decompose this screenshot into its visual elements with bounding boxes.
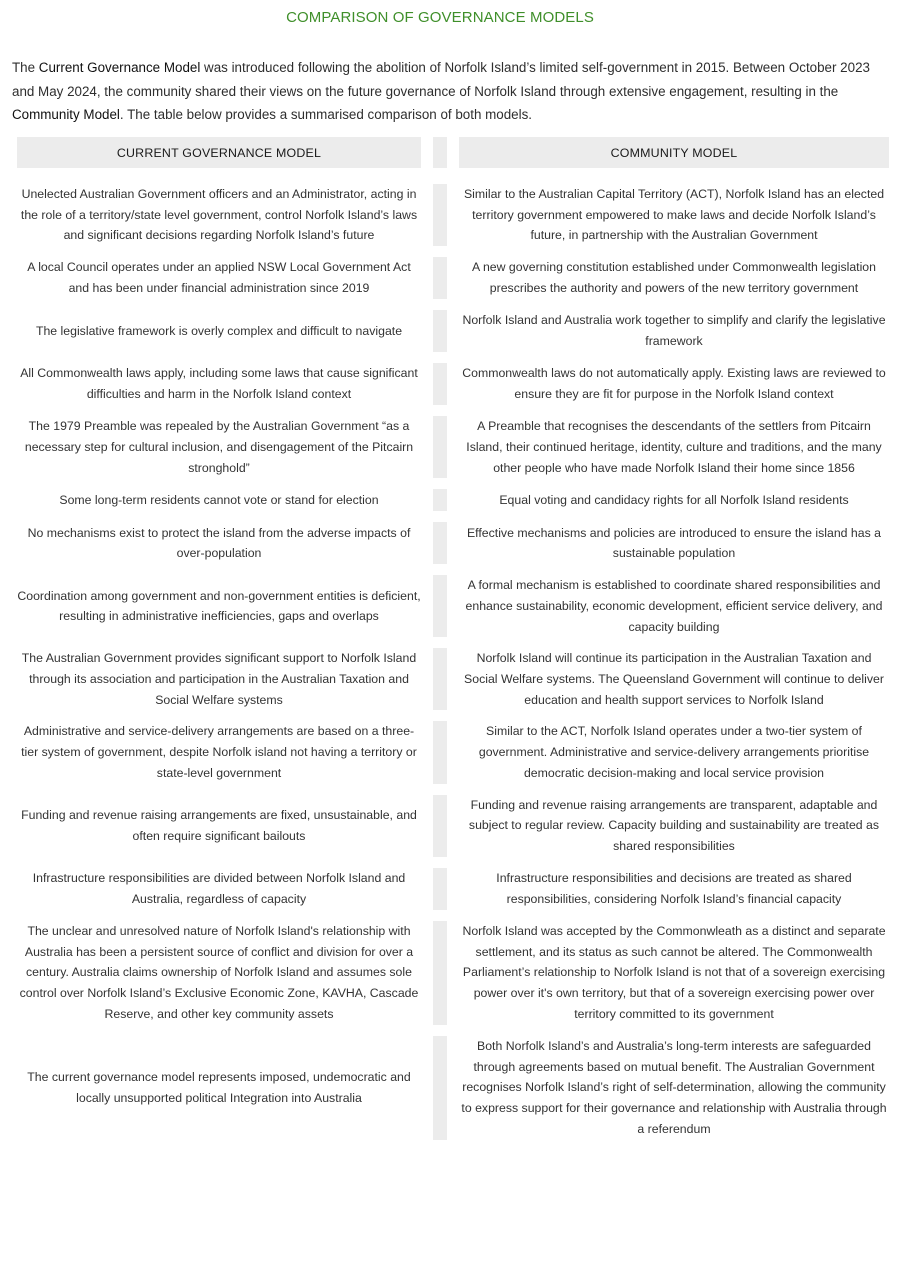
current-model-cell: The 1979 Preamble was repealed by the Australian Government “as a necessary step for cultural inclusion, and disengagement of the Pitcairn stronghold” — [24, 419, 414, 475]
community-model-cell: Infrastructure responsibilities and decisions are treated as shared responsibilities, considering Norfolk Island’s financial capacity — [496, 870, 852, 906]
current-model-cell: No mechanisms exist to protect the island from the adverse impacts of over-population — [27, 525, 411, 561]
row-spacer — [17, 352, 889, 363]
community-model-cell: Effective mechanisms and policies are introduced to ensure the island has a sustainable population — [466, 525, 881, 561]
header-current-model: CURRENT GOVERNANCE MODEL — [17, 137, 421, 168]
community-model-cell: Norfolk Island and Australia work together to simplify and clarify the legislative framework — [462, 313, 886, 349]
table-header-row — [17, 137, 889, 168]
column-gap — [447, 921, 459, 1025]
community-model-cell: Funding and revenue raising arrangements are transparent, adaptable and subject to regular review. Capacity building and sustainability are treated as shared responsibilities — [468, 797, 880, 853]
current-model-cell: The current governance model represents imposed, undemocratic and locally unsupported political Integration into Australia — [27, 1069, 411, 1105]
row-spacer — [17, 637, 889, 648]
table-row — [17, 1036, 889, 1140]
row-spacer — [17, 564, 889, 575]
divider-bar — [433, 184, 447, 246]
community-model-cell: Norfolk Island was accepted by the Commonwleath as a distinct and separate settlement, and its status as such cannot be altered. The Commonwealth Parliament’s relationship to Norfolk Island is not that of a sovereign exercising power over it's own territory, but that of a sovereign exercising power over territory committed to its government — [462, 923, 886, 1021]
page-title: COMPARISON OF GOVERNANCE MODELS — [286, 9, 594, 26]
column-gap — [447, 721, 459, 783]
current-model-cell: Infrastructure responsibilities are divided between Norfolk Island and Australia, regardless of capacity — [32, 870, 406, 906]
table-row — [17, 489, 889, 511]
intro-bold-current-model: Current Governance Model — [38, 60, 201, 76]
community-model-cell: Both Norfolk Island’s and Australia’s long-term interests are safeguarded through agreements based on mutual benefit. The Australian Government recognises Norfolk Island’s right of self-determination, allowing the community to express support for their governance and relationship with Australia through a referendum — [461, 1038, 887, 1136]
table-row — [17, 795, 889, 857]
column-gap — [421, 310, 433, 352]
community-model-cell: A new governing constitution established under Commonwealth legislation prescribes the authority and powers of the new territory government — [472, 260, 876, 296]
column-gap — [447, 575, 459, 637]
current-model-cell: A local Council operates under an applied NSW Local Government Act and has been under financial administration since 2019 — [27, 260, 411, 296]
divider-bar — [433, 257, 447, 299]
current-model-cell: The Australian Government provides significant support to Norfolk Island through its association and participation in the Australian Taxation and Social Welfare systems — [21, 651, 417, 707]
table-row — [17, 257, 889, 299]
table-row — [17, 522, 889, 564]
current-model-cell: The legislative framework is overly complex and difficult to navigate — [35, 323, 403, 338]
table-row — [17, 575, 889, 637]
column-gap — [447, 363, 459, 405]
row-spacer — [17, 478, 889, 489]
table-row — [17, 184, 889, 246]
column-gap — [421, 416, 433, 478]
community-model-cell: Similar to the ACT, Norfolk Island operates under a two-tier system of government. Administrative and service-delivery arrangements prioritise democratic decision-making and local service provision — [478, 724, 870, 780]
divider-bar — [433, 137, 447, 168]
divider-bar — [433, 489, 447, 511]
table-row — [17, 363, 889, 405]
row-spacer — [17, 857, 889, 868]
table-row — [17, 921, 889, 1025]
intro-text-3: . The table below provides a summarised comparison of both models. — [119, 107, 533, 123]
divider-bar — [433, 310, 447, 352]
table-row — [17, 721, 889, 783]
current-model-cell: All Commonwealth laws apply, including some laws that cause significant difficulties and harm in the Norfolk Island context — [20, 366, 418, 402]
current-model-cell: Some long-term residents cannot vote or stand for election — [59, 492, 379, 507]
row-spacer — [17, 910, 889, 921]
row-spacer — [17, 784, 889, 795]
divider-bar — [433, 721, 447, 783]
column-gap — [421, 257, 433, 299]
row-spacer — [17, 511, 889, 522]
column-gap — [447, 522, 459, 564]
current-model-cell: Coordination among government and non-government entities is deficient, resulting in administrative inefficiencies, gaps and overlaps — [17, 588, 421, 624]
intro-paragraph — [12, 56, 880, 126]
column-gap — [447, 795, 459, 857]
divider-bar — [433, 868, 447, 910]
divider-bar — [433, 648, 447, 710]
column-gap — [421, 489, 433, 511]
column-gap — [421, 575, 433, 637]
divider-bar — [433, 416, 447, 478]
column-gap — [447, 184, 459, 246]
row-spacer — [17, 710, 889, 721]
community-model-cell: Norfolk Island will continue its participation in the Australian Taxation and Social Welfare systems. The Queensland Government will continue to deliver education and health support services to Norfolk Island — [464, 651, 884, 707]
community-model-cell: Similar to the Australian Capital Territory (ACT), Norfolk Island has an elected territory government empowered to make laws and decide Norfolk Island’s future, in partnership with the Australian Government — [463, 187, 885, 243]
table-row — [17, 310, 889, 352]
community-model-cell: A Preamble that recognises the descendants of the settlers from Pitcairn Island, their continued heritage, identity, culture and traditions, and the many other people who have made Norfolk Island their home since 1856 — [466, 419, 882, 475]
intro-bold-community-model: Community Model — [12, 107, 120, 123]
current-model-cell: Funding and revenue raising arrangements are fixed, unsustainable, and often require significant bailouts — [21, 807, 417, 843]
current-model-cell: Unelected Australian Government officers and an Administrator, acting in the role of a territory/state level government, control Norfolk Island’s laws and significant decisions regarding Norfolk Island’s future — [20, 187, 418, 243]
community-model-cell: Equal voting and candidacy rights for all Norfolk Island residents — [499, 492, 849, 507]
header-community-model: COMMUNITY MODEL — [459, 137, 889, 168]
divider-bar — [433, 363, 447, 405]
divider-bar — [433, 795, 447, 857]
divider-bar — [433, 522, 447, 564]
table-row — [17, 868, 889, 910]
column-gap — [447, 257, 459, 299]
column-gap — [421, 648, 433, 710]
row-spacer — [17, 168, 889, 184]
divider-bar — [433, 921, 447, 1025]
column-gap — [421, 921, 433, 1025]
divider-bar — [433, 1036, 447, 1140]
column-gap — [421, 1036, 433, 1140]
comparison-table — [17, 137, 889, 1140]
table-row — [17, 416, 889, 478]
column-gap — [447, 1036, 459, 1140]
column-gap — [421, 522, 433, 564]
column-gap — [421, 721, 433, 783]
divider-bar — [433, 575, 447, 637]
column-gap — [447, 489, 459, 511]
intro-text-2: was introduced following the abolition of Norfolk Island’s limited self-government in 2015. Between October 2023 and May 2024, the community shared their views on the future governance of Norfolk Island through extensive engagement, resulting in the — [12, 60, 870, 99]
table-row — [17, 648, 889, 710]
row-spacer — [17, 1025, 889, 1036]
column-gap — [447, 310, 459, 352]
community-model-cell: A formal mechanism is established to coordinate shared responsibilities and enhance sustainability, economic development, efficient service delivery, and capacity building — [465, 578, 883, 634]
intro-text-1: The — [12, 60, 39, 76]
community-model-cell: Commonwealth laws do not automatically apply. Existing laws are reviewed to ensure they are fit for purpose in the Norfolk Island context — [462, 366, 886, 402]
row-spacer — [17, 246, 889, 257]
column-gap — [447, 416, 459, 478]
row-spacer — [17, 405, 889, 416]
current-model-cell: Administrative and service-delivery arrangements are based on a three-tier system of government, despite Norfolk island not having a territory or state-level government — [21, 724, 417, 780]
column-gap — [421, 184, 433, 246]
column-gap — [447, 648, 459, 710]
row-spacer — [17, 299, 889, 310]
current-model-cell: The unclear and unresolved nature of Norfolk Island's relationship with Australia has been a persistent source of conflict and division for over a century. Australia claims ownership of Norfolk Island and assumes sole control over Norfolk Island’s Exclusive Economic Zone, KAVHA, Cascade Reserve, and other key community assets — [19, 923, 419, 1021]
column-gap — [421, 795, 433, 857]
column-gap — [447, 868, 459, 910]
column-gap — [421, 363, 433, 405]
column-gap — [421, 868, 433, 910]
